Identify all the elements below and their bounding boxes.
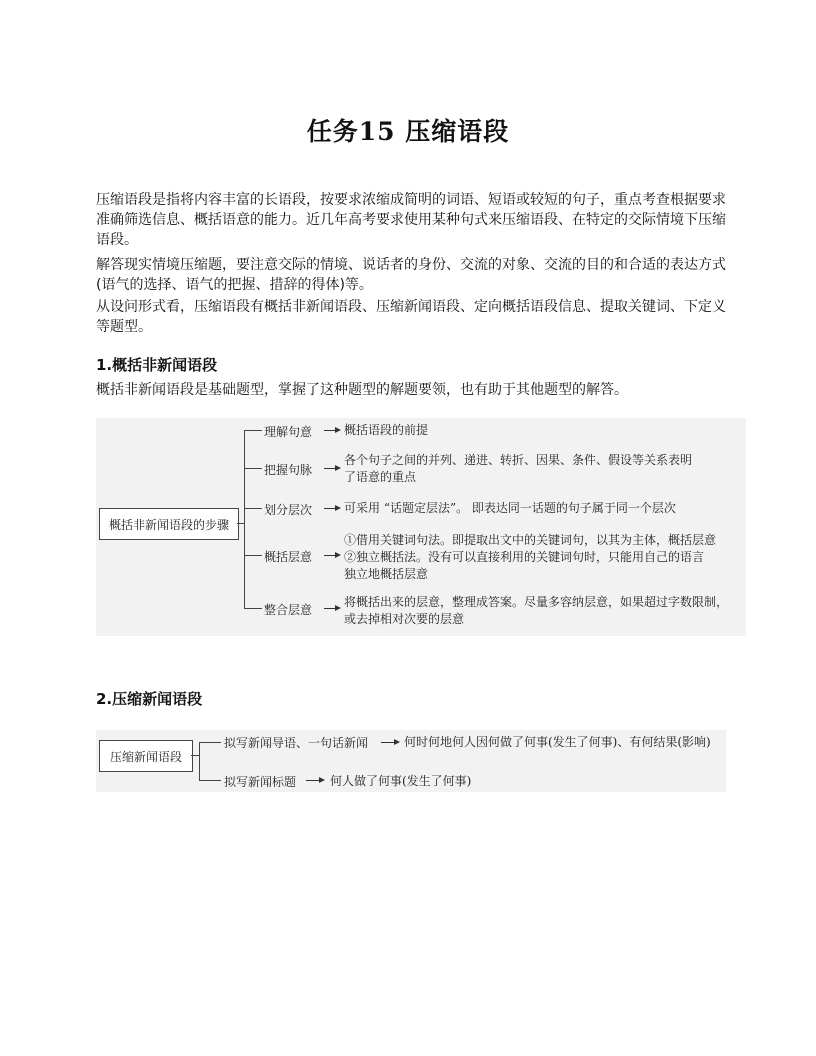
- arrow-icon: [324, 555, 338, 556]
- page-title: 任务15 压缩语段: [306, 117, 510, 146]
- branch-connector: [199, 742, 221, 743]
- intro-paragraph-3: 从设问形式看，压缩语段有概括非新闻语段、压缩新闻语段、定向概括语段信息、提取关键词、下定义等题型。: [96, 299, 726, 335]
- branch-text: 将概括出来的层意，整理成答案。尽量多容纳层意，如果超过字数限制，: [344, 595, 729, 609]
- section-heading-2: 2.压缩新闻语段: [96, 690, 203, 708]
- branch-text: 何时何地何人因何做了何事(发生了何事)、有何结果(影响): [404, 735, 711, 749]
- branch-text: 或去掉相对次要的层意: [344, 612, 465, 626]
- branch-text: 概括语段的前提: [344, 423, 429, 437]
- branch-connector: [244, 555, 262, 556]
- branch-text: 了语意的重点: [344, 470, 417, 484]
- section-1-description: 概括非新闻语段是基础题型，掌握了这种题型的解题要领，也有助于其他题型的解答。: [96, 382, 628, 398]
- branch-label: 把握句脉: [264, 463, 313, 477]
- steps-diagram: [96, 418, 746, 636]
- branch-text: 何人做了何事(发生了何事): [330, 774, 472, 788]
- arrow-icon: [324, 468, 338, 469]
- branch-text: 可采用 “话题定层法”。 即表达同一话题的句子属于同一个层次: [344, 501, 676, 515]
- branch-connector: [244, 468, 262, 469]
- section-heading-1: 1.概括非新闻语段: [96, 356, 218, 374]
- vertical-bracket-line: [199, 742, 200, 780]
- arrow-icon: [324, 508, 338, 509]
- branch-label: 拟写新闻标题: [224, 775, 297, 789]
- branch-connector: [244, 508, 262, 509]
- arrow-icon: [324, 430, 338, 431]
- branch-label: 拟写新闻导语、一句话新闻: [224, 736, 369, 750]
- intro-paragraph-2: 解答现实情境压缩题，要注意交际的情境、说话者的身份、交流的对象、交流的目的和合适的表达方式(语气的选择、语气的把握、措辞的得体)等。: [96, 257, 726, 293]
- intro-paragraph-1: 压缩语段是指将内容丰富的长语段，按要求浓缩成简明的词语、短语或较短的句子，重点考查根据要求准确筛选信息、概括语意的能力。近几年高考要求使用某种句式来压缩语段、在特定的交际情境下压缩语段。: [96, 192, 726, 248]
- arrow-icon: [381, 742, 397, 743]
- vertical-bracket-line: [244, 430, 245, 608]
- branch-label: 划分层次: [264, 503, 313, 517]
- branch-label: 理解句意: [264, 425, 313, 439]
- branch-text: ②独立概括法。没有可以直接利用的关键词句时，只能用自己的语言: [344, 550, 705, 564]
- diagram-root-box: 概括非新闻语段的步骤: [99, 508, 239, 540]
- branch-text: 各个句子之间的并列、递进、转折、因果、条件、假设等关系表明: [344, 453, 693, 467]
- arrow-icon: [324, 608, 338, 609]
- branch-text: 独立地概括层意: [344, 567, 429, 581]
- branch-connector: [199, 780, 221, 781]
- branch-label: 概括层意: [264, 550, 313, 564]
- branch-label: 整合层意: [264, 603, 313, 617]
- news-diagram: [96, 730, 726, 792]
- root-connector: [237, 523, 244, 524]
- root-connector: [191, 755, 199, 756]
- branch-text: ①借用关键词句法。即提取出文中的关键词句，以其为主体，概括层意: [344, 533, 717, 547]
- branch-connector: [244, 430, 262, 431]
- diagram-root-box: 压缩新闻语段: [99, 740, 193, 772]
- branch-connector: [244, 608, 262, 609]
- arrow-icon: [306, 780, 322, 781]
